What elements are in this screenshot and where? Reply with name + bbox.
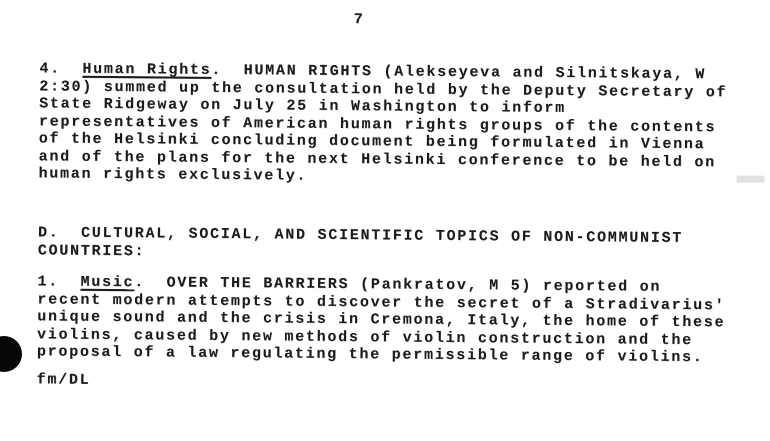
item-number: 4. — [39, 60, 83, 78]
text-line: representatives of American human rights groups of the contents — [38, 112, 717, 136]
scan-smudge-artifact — [736, 175, 764, 182]
text-line: proposal of a law regulating the permissible range of violins. — [36, 343, 704, 367]
text-line: State Ridgeway on July 25 in Washington to inform — [39, 95, 566, 117]
text-line: of the Helsinki concluding document being formulated in Vienna — [38, 130, 706, 154]
text-line: and of the plans for the next Helsinki conference to be held on — [38, 147, 717, 171]
underlined-title: Human Rights — [82, 60, 212, 79]
page-number: 7 — [353, 11, 365, 29]
text-line: violins, caused by new methods of violin construction and the — [37, 325, 693, 349]
text-line: COUNTRIES: — [37, 241, 146, 260]
paragraph-music — [37, 273, 726, 367]
text-line: recent modern attempts to discover the secret of a Stradivarius' — [37, 290, 726, 314]
item-number: 1. — [37, 273, 81, 291]
section-d-heading — [38, 224, 683, 265]
text-line: D. CULTURAL, SOCIAL, AND SCIENTIFIC TOPICS OF NON-COMMUNIST — [37, 224, 684, 247]
text-line: human rights exclusively. — [38, 165, 308, 185]
text-run: . OVER THE BARRIERS (Pankratov, M 5) reported on — [134, 274, 662, 296]
underlined-title: Music — [80, 273, 135, 292]
text-line: 2:30) summed up the consultation held by the Deputy Secretary of — [39, 77, 728, 101]
paragraph-human-rights — [38, 60, 727, 189]
typist-initials: fm/DL — [36, 371, 91, 389]
text-run: . HUMAN RIGHTS (Alekseyeva and Silnitskaya, W — [211, 61, 707, 84]
text-line: unique sound and the crisis in Cremona, Italy, the home of these — [37, 308, 726, 332]
